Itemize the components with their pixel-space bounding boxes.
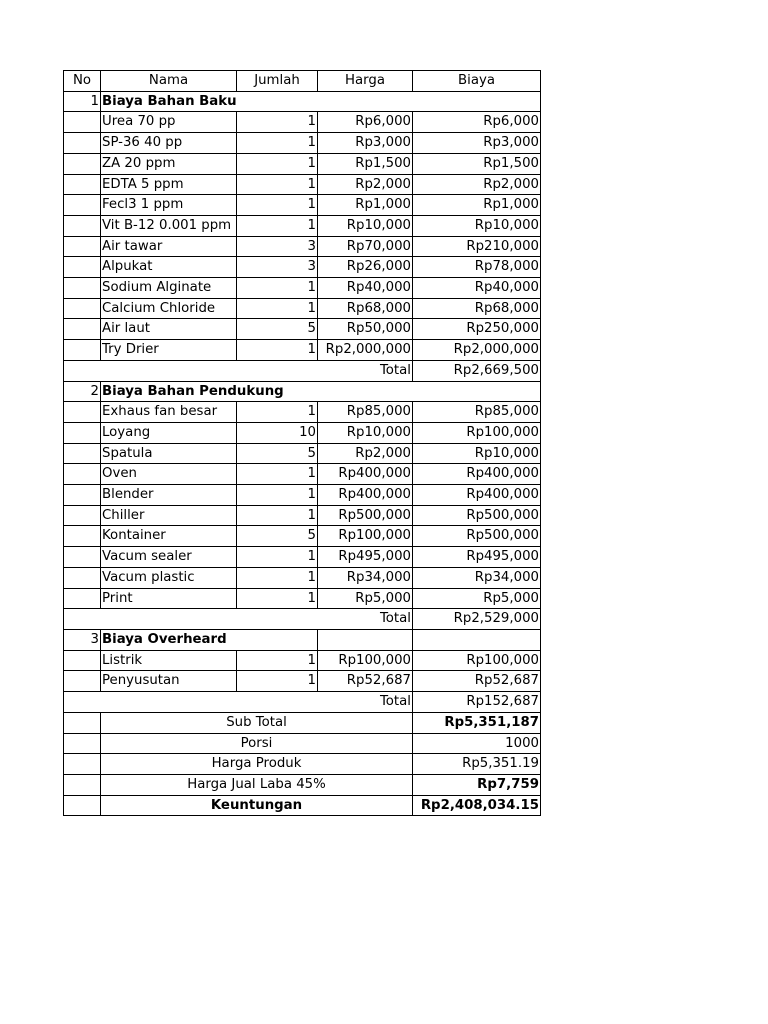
section-title: Biaya Bahan Baku bbox=[101, 91, 541, 112]
header-nama: Nama bbox=[101, 71, 237, 92]
item-qty: 1 bbox=[237, 278, 318, 299]
item-cost: Rp100,000 bbox=[413, 422, 541, 443]
table-row bbox=[64, 112, 541, 133]
item-qty: 1 bbox=[237, 340, 318, 361]
header-jumlah: Jumlah bbox=[237, 71, 318, 92]
empty-cell bbox=[64, 340, 101, 361]
item-name: Spatula bbox=[101, 443, 237, 464]
item-qty: 1 bbox=[237, 567, 318, 588]
item-name: Listrik bbox=[101, 650, 237, 671]
porsi-label: Porsi bbox=[101, 733, 413, 754]
item-price: Rp6,000 bbox=[318, 112, 413, 133]
subtotal-label: Sub Total bbox=[101, 712, 413, 733]
item-cost: Rp100,000 bbox=[413, 650, 541, 671]
total-label: Total bbox=[64, 692, 413, 713]
section-title-row bbox=[64, 91, 541, 112]
item-price: Rp100,000 bbox=[318, 650, 413, 671]
item-price: Rp70,000 bbox=[318, 236, 413, 257]
section-title-row bbox=[64, 381, 541, 402]
item-qty: 10 bbox=[237, 422, 318, 443]
total-value: Rp152,687 bbox=[413, 692, 541, 713]
table-row bbox=[64, 567, 541, 588]
item-name: EDTA 5 ppm bbox=[101, 174, 237, 195]
section-number: 3 bbox=[64, 629, 101, 650]
empty-cell bbox=[64, 526, 101, 547]
item-qty: 1 bbox=[237, 112, 318, 133]
harga-jual-label: Harga Jual Laba 45% bbox=[101, 774, 413, 795]
harga-jual-value: Rp7,759 bbox=[413, 774, 541, 795]
empty-cell bbox=[64, 112, 101, 133]
item-name: Calcium Chloride bbox=[101, 298, 237, 319]
table-row bbox=[64, 298, 541, 319]
item-cost: Rp210,000 bbox=[413, 236, 541, 257]
item-cost: Rp250,000 bbox=[413, 319, 541, 340]
empty-cell bbox=[64, 567, 101, 588]
item-name: Vacum sealer bbox=[101, 547, 237, 568]
table-row bbox=[64, 133, 541, 154]
item-cost: Rp34,000 bbox=[413, 567, 541, 588]
item-cost: Rp78,000 bbox=[413, 257, 541, 278]
item-qty: 1 bbox=[237, 298, 318, 319]
section-title: Biaya Bahan Pendukung bbox=[101, 381, 541, 402]
empty-cell bbox=[64, 505, 101, 526]
empty-cell bbox=[64, 443, 101, 464]
item-qty: 1 bbox=[237, 485, 318, 506]
porsi-row bbox=[64, 733, 541, 754]
table-row bbox=[64, 195, 541, 216]
empty-cell bbox=[318, 629, 413, 650]
table-row bbox=[64, 464, 541, 485]
item-price: Rp3,000 bbox=[318, 133, 413, 154]
empty-cell bbox=[64, 236, 101, 257]
section-number: 2 bbox=[64, 381, 101, 402]
item-cost: Rp3,000 bbox=[413, 133, 541, 154]
total-row bbox=[64, 360, 541, 381]
table-row bbox=[64, 174, 541, 195]
empty-cell bbox=[64, 153, 101, 174]
item-name: Air laut bbox=[101, 319, 237, 340]
item-price: Rp400,000 bbox=[318, 485, 413, 506]
empty-cell bbox=[64, 733, 101, 754]
item-qty: 1 bbox=[237, 153, 318, 174]
item-price: Rp495,000 bbox=[318, 547, 413, 568]
cost-table bbox=[63, 70, 541, 816]
empty-cell bbox=[64, 774, 101, 795]
item-qty: 1 bbox=[237, 464, 318, 485]
item-price: Rp26,000 bbox=[318, 257, 413, 278]
section-number: 1 bbox=[64, 91, 101, 112]
item-cost: Rp10,000 bbox=[413, 215, 541, 236]
item-name: Air tawar bbox=[101, 236, 237, 257]
empty-cell bbox=[64, 795, 101, 816]
empty-cell bbox=[64, 671, 101, 692]
item-qty: 1 bbox=[237, 195, 318, 216]
item-name: Sodium Alginate bbox=[101, 278, 237, 299]
harga-produk-label: Harga Produk bbox=[101, 754, 413, 775]
item-price: Rp52,687 bbox=[318, 671, 413, 692]
empty-cell bbox=[64, 319, 101, 340]
table-row bbox=[64, 278, 541, 299]
table-row bbox=[64, 257, 541, 278]
item-cost: Rp2,000 bbox=[413, 174, 541, 195]
item-price: Rp85,000 bbox=[318, 402, 413, 423]
item-qty: 3 bbox=[237, 236, 318, 257]
item-price: Rp50,000 bbox=[318, 319, 413, 340]
item-price: Rp1,000 bbox=[318, 195, 413, 216]
item-qty: 1 bbox=[237, 588, 318, 609]
empty-cell bbox=[64, 195, 101, 216]
empty-cell bbox=[64, 257, 101, 278]
section-title-row bbox=[64, 629, 541, 650]
item-price: Rp10,000 bbox=[318, 422, 413, 443]
item-cost: Rp400,000 bbox=[413, 485, 541, 506]
empty-cell bbox=[413, 629, 541, 650]
table-row bbox=[64, 526, 541, 547]
empty-cell bbox=[64, 174, 101, 195]
item-name: Blender bbox=[101, 485, 237, 506]
item-price: Rp10,000 bbox=[318, 215, 413, 236]
total-label: Total bbox=[64, 360, 413, 381]
total-value: Rp2,669,500 bbox=[413, 360, 541, 381]
item-price: Rp400,000 bbox=[318, 464, 413, 485]
table-row bbox=[64, 443, 541, 464]
empty-cell bbox=[64, 485, 101, 506]
total-label: Total bbox=[64, 609, 413, 630]
item-cost: Rp495,000 bbox=[413, 547, 541, 568]
item-name: Try Drier bbox=[101, 340, 237, 361]
item-name: Alpukat bbox=[101, 257, 237, 278]
empty-cell bbox=[64, 712, 101, 733]
keuntungan-value: Rp2,408,034.15 bbox=[413, 795, 541, 816]
harga-produk-value: Rp5,351.19 bbox=[413, 754, 541, 775]
item-name: Print bbox=[101, 588, 237, 609]
header-no: No bbox=[64, 71, 101, 92]
item-qty: 1 bbox=[237, 547, 318, 568]
item-cost: Rp10,000 bbox=[413, 443, 541, 464]
item-cost: Rp500,000 bbox=[413, 526, 541, 547]
table-row bbox=[64, 671, 541, 692]
table-row bbox=[64, 215, 541, 236]
empty-cell bbox=[64, 278, 101, 299]
keuntungan-label: Keuntungan bbox=[101, 795, 413, 816]
item-name: Exhaus fan besar bbox=[101, 402, 237, 423]
total-row bbox=[64, 609, 541, 630]
empty-cell bbox=[64, 464, 101, 485]
item-qty: 1 bbox=[237, 671, 318, 692]
item-price: Rp2,000 bbox=[318, 174, 413, 195]
total-row bbox=[64, 692, 541, 713]
item-cost: Rp2,000,000 bbox=[413, 340, 541, 361]
keuntungan-row bbox=[64, 795, 541, 816]
item-name: ZA 20 ppm bbox=[101, 153, 237, 174]
item-price: Rp2,000,000 bbox=[318, 340, 413, 361]
item-cost: Rp52,687 bbox=[413, 671, 541, 692]
header-row bbox=[64, 71, 541, 92]
item-qty: 1 bbox=[237, 133, 318, 154]
item-name: Urea 70 pp bbox=[101, 112, 237, 133]
table-row bbox=[64, 505, 541, 526]
item-name: Oven bbox=[101, 464, 237, 485]
item-cost: Rp40,000 bbox=[413, 278, 541, 299]
item-price: Rp100,000 bbox=[318, 526, 413, 547]
harga-produk-row bbox=[64, 754, 541, 775]
section-title: Biaya Overheard bbox=[101, 629, 318, 650]
table-row bbox=[64, 485, 541, 506]
item-price: Rp68,000 bbox=[318, 298, 413, 319]
item-cost: Rp5,000 bbox=[413, 588, 541, 609]
item-cost: Rp6,000 bbox=[413, 112, 541, 133]
item-cost: Rp400,000 bbox=[413, 464, 541, 485]
table-row bbox=[64, 547, 541, 568]
harga-jual-row bbox=[64, 774, 541, 795]
table-row bbox=[64, 340, 541, 361]
empty-cell bbox=[64, 754, 101, 775]
subtotal-row bbox=[64, 712, 541, 733]
item-price: Rp40,000 bbox=[318, 278, 413, 299]
subtotal-value: Rp5,351,187 bbox=[413, 712, 541, 733]
item-cost: Rp1,500 bbox=[413, 153, 541, 174]
empty-cell bbox=[64, 133, 101, 154]
item-qty: 5 bbox=[237, 443, 318, 464]
empty-cell bbox=[64, 547, 101, 568]
item-name: Vacum plastic bbox=[101, 567, 237, 588]
header-biaya: Biaya bbox=[413, 71, 541, 92]
item-qty: 1 bbox=[237, 505, 318, 526]
item-cost: Rp85,000 bbox=[413, 402, 541, 423]
empty-cell bbox=[64, 298, 101, 319]
item-qty: 1 bbox=[237, 215, 318, 236]
item-price: Rp1,500 bbox=[318, 153, 413, 174]
table-row bbox=[64, 588, 541, 609]
item-cost: Rp1,000 bbox=[413, 195, 541, 216]
empty-cell bbox=[64, 650, 101, 671]
table-row bbox=[64, 236, 541, 257]
item-name: Kontainer bbox=[101, 526, 237, 547]
item-cost: Rp68,000 bbox=[413, 298, 541, 319]
item-name: SP-36 40 pp bbox=[101, 133, 237, 154]
item-price: Rp5,000 bbox=[318, 588, 413, 609]
item-qty: 1 bbox=[237, 174, 318, 195]
porsi-value: 1000 bbox=[413, 733, 541, 754]
item-name: Chiller bbox=[101, 505, 237, 526]
empty-cell bbox=[64, 215, 101, 236]
table-row bbox=[64, 422, 541, 443]
item-name: Vit B-12 0.001 ppm bbox=[101, 215, 237, 236]
item-cost: Rp500,000 bbox=[413, 505, 541, 526]
table-row bbox=[64, 402, 541, 423]
table-row bbox=[64, 650, 541, 671]
table-row bbox=[64, 153, 541, 174]
item-qty: 5 bbox=[237, 526, 318, 547]
item-qty: 3 bbox=[237, 257, 318, 278]
cost-table-body bbox=[64, 71, 541, 816]
item-qty: 5 bbox=[237, 319, 318, 340]
item-price: Rp2,000 bbox=[318, 443, 413, 464]
empty-cell bbox=[64, 402, 101, 423]
header-harga: Harga bbox=[318, 71, 413, 92]
item-qty: 1 bbox=[237, 650, 318, 671]
empty-cell bbox=[64, 588, 101, 609]
item-name: Fecl3 1 ppm bbox=[101, 195, 237, 216]
item-price: Rp34,000 bbox=[318, 567, 413, 588]
total-value: Rp2,529,000 bbox=[413, 609, 541, 630]
item-name: Loyang bbox=[101, 422, 237, 443]
item-qty: 1 bbox=[237, 402, 318, 423]
table-row bbox=[64, 319, 541, 340]
item-name: Penyusutan bbox=[101, 671, 237, 692]
item-price: Rp500,000 bbox=[318, 505, 413, 526]
empty-cell bbox=[64, 422, 101, 443]
